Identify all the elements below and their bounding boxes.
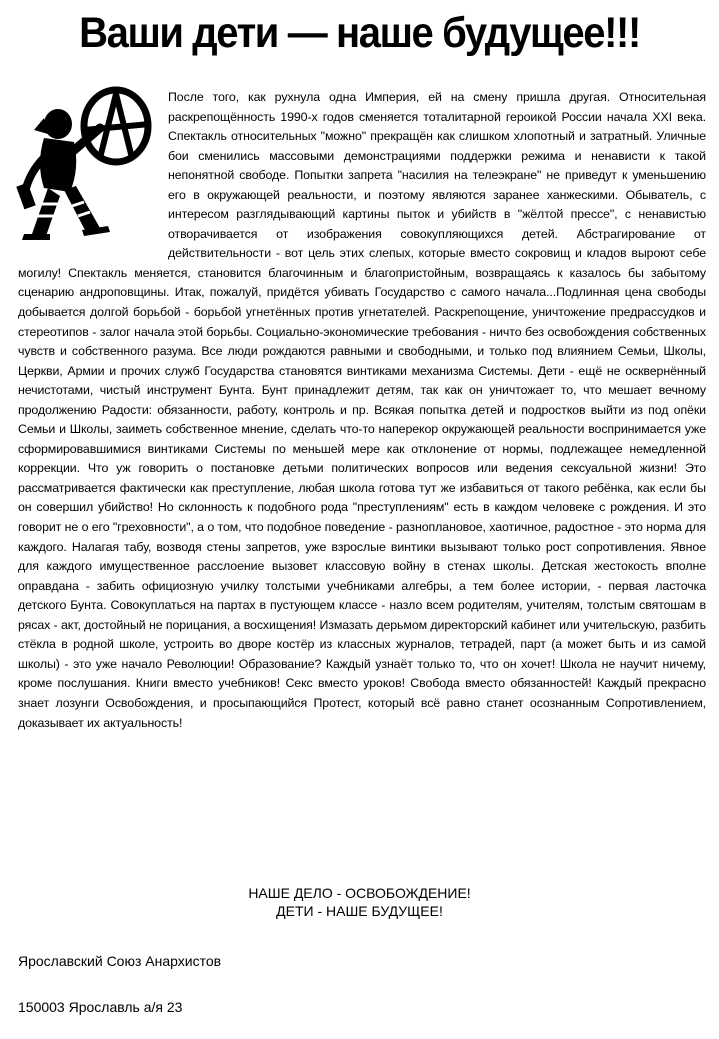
slogans: [0, 884, 719, 920]
postal-address: 150003 Ярославль а/я 23: [18, 999, 183, 1015]
slogan-line-2: ДЕТИ - НАШЕ БУДУЩЕЕ!: [276, 903, 443, 919]
slogan-line-1: НАШЕ ДЕЛО - ОСВОБОЖДЕНИЕ!: [248, 885, 471, 901]
illustration-spacer: [18, 88, 168, 250]
article-container: [18, 88, 706, 733]
page-title: Ваши дети — наше будущее!!!: [79, 9, 640, 57]
signature: Ярославский Союз Анархистов: [18, 953, 222, 969]
article-body: После того, как рухнула одна Империя, ей на смену пришла другая. Относительная раскрепощённость 1990-х годов сменяется тоталитарной героикой России начала XXI века. Спектакль относительных "можно" прекращён как слишком хлопотный и затратный. Уличные бои сменились массовыми демонстрациями поддержки режима и ненависти к такой непонятной свободе. Попытки запрета "насилия на телеэкране" не приведут к уменьшению его в окружающей реальности, и поэтому являются заранее ханжескими. Обыватель, с интересом разглядывающий картины пыток и убийств в "жёлтой прессе", с ненавистью отворачивается от изображения совокупляющихся детей. Абстрагирование от действительности - вот цель этих слепых, которые вместо сокровищ и кладов выроют себе могилу! Спектакль меняется, становится благочинным и благопристойным, возвращаясь к казалось бы забытому сценарию андроповщины. Итак, пожалуй, придётся убивать Государство с самого начала...Подлинная цена свободы добывается долгой борьбой - борьбой угнетённых против угнетателей. Раскрепощение, уничтожение предрассудков и стереотипов - залог начала этой борьбы. Социально-экономические требования - ничто без освобождения собственных чувств и собственного разума. Все люди рождаются равными и свободными, и только под влиянием Семьи, Школы, Церкви, Армии и прочих служб Государства становятся винтиками механизма Системы. Дети - ещё не осквернённый нечистотами, чистый инструмент Бунта. Бунт принадлежит детям, так как он уничтожает то, что мешает вечному продолжению Радости: обязанности, работу, контроль и пр. Всякая попытка детей и подростков выйти из под опёки Семьи и Школы, заиметь собственное мнение, сделать что-то наперекор окружающей реальности воспринимается уже сформировавшимися винтиками Системы по меньшей мере как отклонение от нормы, подлежащее немедленной коррекции. Что уж говорить о постановке детьми политических вопросов или ведения сексуальной жизни! Это рассматривается фактически как преступление, любая школа готова тут же избавиться от такого ребёнка, как если бы он совершил убийство! Но склонность к подобного рода "преступлениям" есть в каждом человеке с рождения. И это говорит не о его "греховности", а о том, что подобное поведение - разноплановое, хаотичное, радостное - это норма для каждого. Налагая табу, возводя стены запретов, уже взрослые винтики вызывают только рост сопротивления. Явное для каждого имущественное расслоение вызовет классовую войну в стенах школы. Детская жестокость вполне оправдана - забить официозную училку толстыми учебниками алгебры, а тем более истории, - первая ласточка детского Бунта. Совокуплаться на партах в пустующем классе - назло всем родителям, учителям, толстым святошам в рясах - акт, достойный не порицания, а восхищения! Измазать дерьмом директорский кабинет или учительскую, разбить стёкла в родной школе, устроить во дворе костёр из классных журналов, тетрадей, парт (а может быть и из самой школы) - это уже начало Революции! Образование? Каждый узнаёт только то, что он хочет! Школа не научит ничему, кроме послушания. Книги вместо учебников! Секс вместо уроков! Свобода вместо обязанностей! Каждый прекрасно знает лозунги Освобождения, и просыпающийся Протест, который всё равно станет осознанным Сопротивлением, доказывает их актуальность!: [18, 90, 706, 730]
